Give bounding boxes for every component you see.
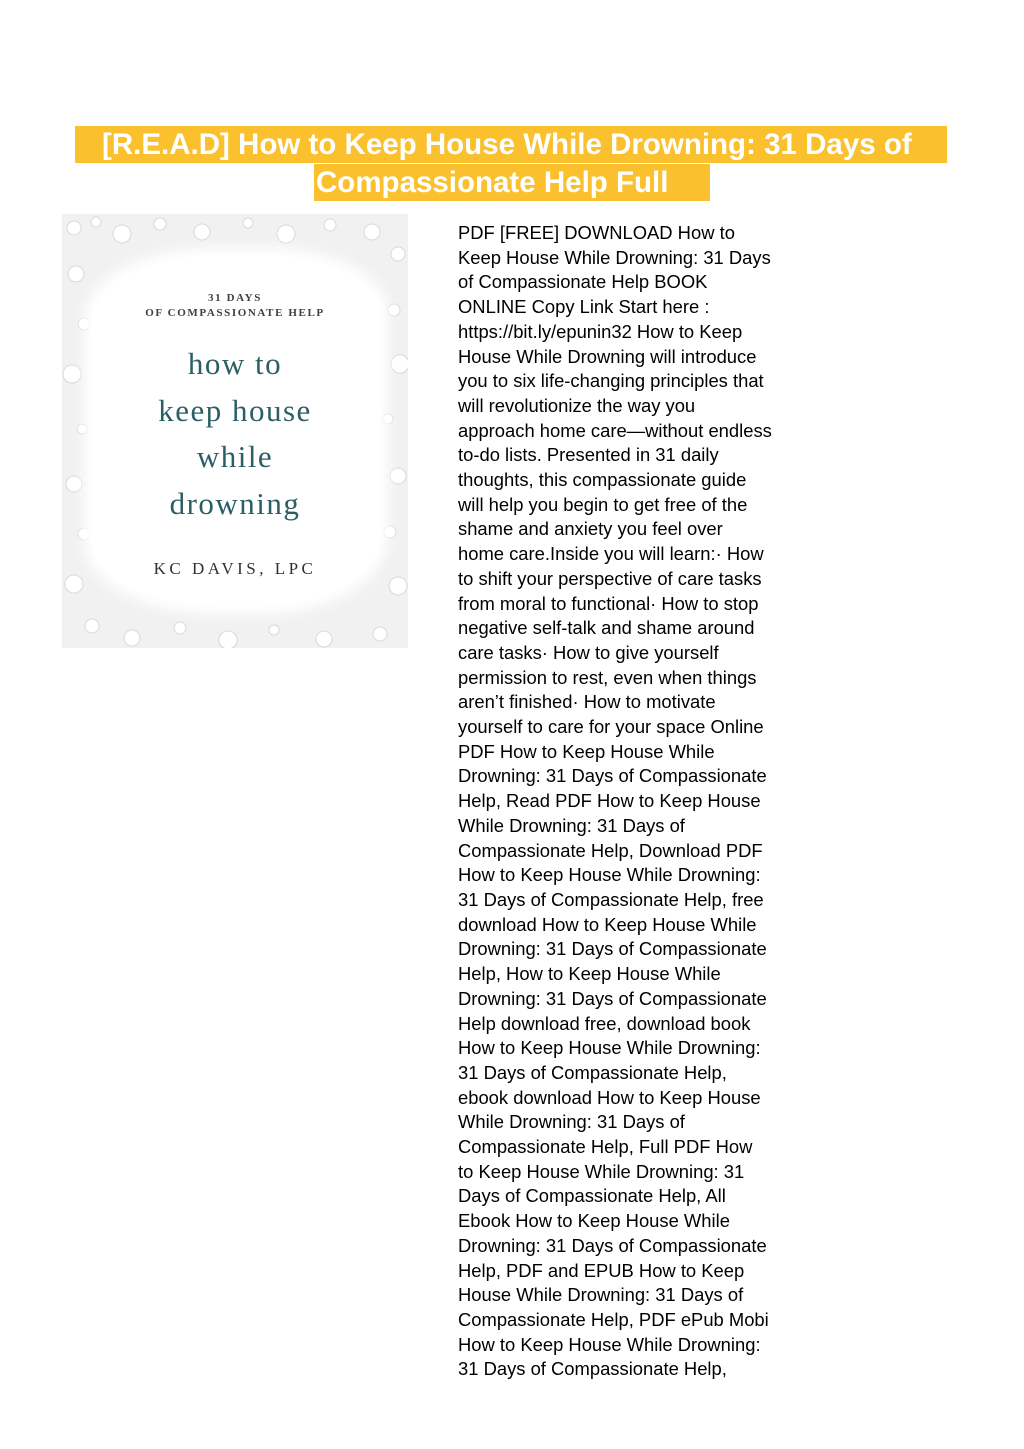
cover-author: KC DAVIS, LPC [153,559,317,578]
description-line: Drowning: 31 Days of Compassionate [458,938,767,960]
description-line: Drowning: 31 Days of Compassionate [458,765,767,787]
description-line: from moral to functional· How to stop [458,592,759,614]
description-line: yourself to care for your space Online [458,716,764,738]
cover-title-line-1: how to [187,346,283,381]
cover-title-line-2: keep house [158,393,312,428]
description-line: shame and anxiety you feel over [458,518,723,540]
title-line-1: [R.E.A.D] How to Keep House While Drowning: 31 Days of [75,126,947,163]
description-line: House While Drowning will introduce [458,345,757,367]
description-line: Compassionate Help, Full PDF How [458,1136,753,1158]
description-line: How to Keep House While Drowning: [458,1037,761,1059]
description-line: will revolutionize the way you [458,394,696,416]
description-line: care tasks· How to give yourself [458,641,719,663]
description-line: will help you begin to get free of the [458,493,748,515]
description-line: download How to Keep House While [458,913,757,935]
cover-kicker-line-1: 31 DAYS [208,292,262,304]
description-line: 31 Days of Compassionate Help, [458,1061,727,1083]
description-line: 31 Days of Compassionate Help, free [458,888,764,910]
description-line: Days of Compassionate Help, All [458,1185,726,1207]
book-cover-image [62,214,408,648]
cover-title-line-4: drowning [169,486,301,521]
description-line: Help download free, download book [458,1012,751,1034]
description-line: Help, Read PDF How to Keep House [458,790,761,812]
description-line: How to Keep House While Drowning: [458,1333,761,1355]
description-line: aren’t finished· How to motivate [458,691,716,713]
description-line: Drowning: 31 Days of Compassionate [458,1234,767,1256]
description-line: 31 Days of Compassionate Help, [458,1358,727,1380]
description-line: PDF How to Keep House While [458,740,715,762]
description-line: Compassionate Help, Download PDF [458,839,763,861]
description-line: thoughts, this compassionate guide [458,469,747,491]
description-line: https://bit.ly/epunin32 How to Keep [458,320,743,342]
description-line: negative self-talk and shame around [458,617,755,639]
description-line: PDF [FREE] DOWNLOAD How to [458,222,735,243]
description-line: Help, PDF and EPUB How to Keep [458,1259,745,1281]
description-line: you to six life-changing principles that [458,370,764,392]
description-line: Keep House While Drowning: 31 Days [458,246,771,268]
description-line: of Compassionate Help BOOK [458,271,708,293]
cover-kicker-line-2: OF COMPASSIONATE HELP [145,307,325,319]
description-line: While Drowning: 31 Days of [458,814,685,836]
description-line: to Keep House While Drowning: 31 [458,1160,745,1182]
description-line: permission to rest, even when things [458,666,757,688]
description-line: ONLINE Copy Link Start here : [458,296,710,318]
title-line-2: Compassionate Help Full [314,164,710,201]
description-line: to-do lists. Presented in 31 daily [458,444,719,466]
description-line: House While Drowning: 31 Days of [458,1284,744,1306]
description-line: Drowning: 31 Days of Compassionate [458,987,767,1009]
description-line: home care.Inside you will learn:· How [458,543,764,565]
cover-title-line-3: while [196,439,274,474]
description-line: to shift your perspective of care tasks [458,567,762,589]
description-line: How to Keep House While Drowning: [458,864,761,886]
description-line: approach home care—without endless [458,419,772,441]
description-line: Help, How to Keep House While [458,963,721,985]
book-description [458,221,823,1382]
description-line: While Drowning: 31 Days of [458,1111,685,1133]
description-line: ebook download How to Keep House [458,1086,761,1108]
description-line: Compassionate Help, PDF ePub Mobi [458,1308,769,1330]
description-line: Ebook How to Keep House While [458,1210,730,1232]
